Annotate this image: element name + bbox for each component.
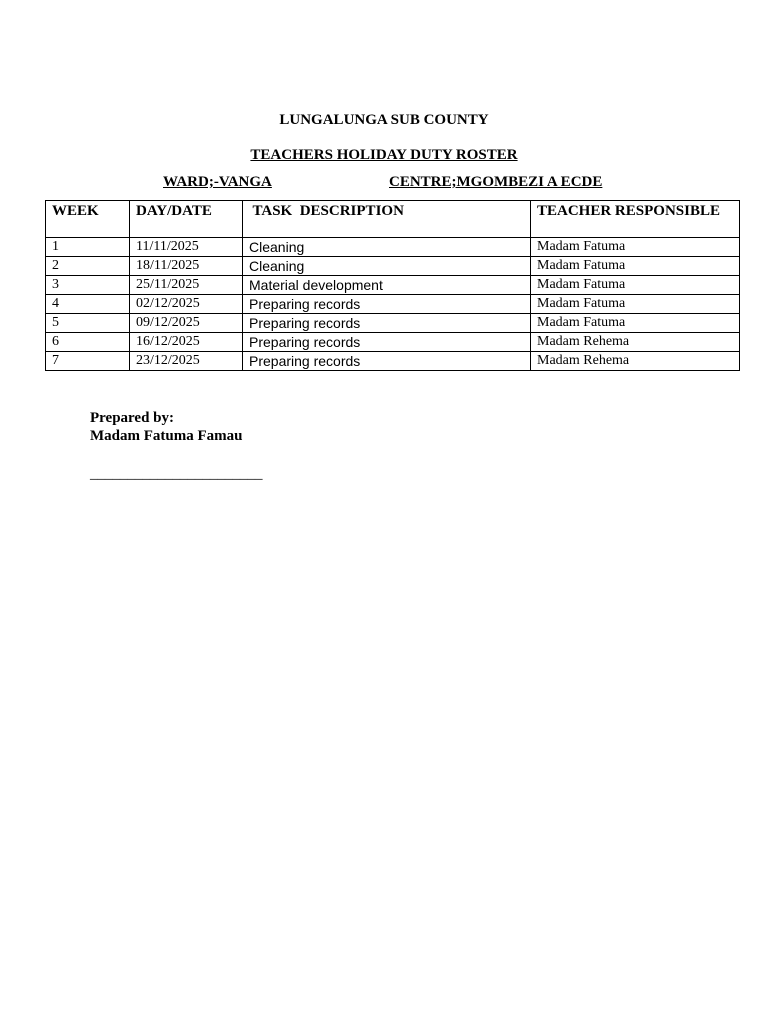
week-cell: 2 [46,257,130,276]
duty-roster-table [45,200,740,371]
week-cell: 7 [46,352,130,371]
centre-label: CENTRE;MGOMBEZI A ECDE [389,174,603,190]
column-header-task: TASK DESCRIPTION [243,201,531,238]
table-row [46,352,740,371]
task-cell: Cleaning [243,257,531,276]
roster-title: TEACHERS HOLIDAY DUTY ROSTER [250,147,518,163]
table-row [46,238,740,257]
table-row [46,276,740,295]
date-cell: 25/11/2025 [130,276,243,295]
date-cell: 16/12/2025 [130,333,243,352]
teacher-cell: Madam Rehema [531,333,740,352]
column-header-week: WEEK [46,201,130,238]
table-row [46,333,740,352]
date-cell: 18/11/2025 [130,257,243,276]
task-cell: Cleaning [243,238,531,257]
week-cell: 3 [46,276,130,295]
teacher-cell: Madam Fatuma [531,238,740,257]
task-cell: Preparing records [243,333,531,352]
date-cell: 23/12/2025 [130,352,243,371]
teacher-cell: Madam Fatuma [531,295,740,314]
prepared-by-label: Prepared by: [90,410,175,426]
task-cell: Preparing records [243,314,531,333]
teacher-cell: Madam Fatuma [531,276,740,295]
task-cell: Preparing records [243,352,531,371]
week-cell: 5 [46,314,130,333]
task-cell: Material development [243,276,531,295]
table-row [46,314,740,333]
ward-label: WARD;-VANGA [163,174,272,190]
teacher-cell: Madam Rehema [531,352,740,371]
table-row [46,257,740,276]
teacher-cell: Madam Fatuma [531,257,740,276]
date-cell: 09/12/2025 [130,314,243,333]
week-cell: 6 [46,333,130,352]
teacher-cell: Madam Fatuma [531,314,740,333]
date-cell: 02/12/2025 [130,295,243,314]
table-header-row [46,201,740,238]
task-cell: Preparing records [243,295,531,314]
county-heading: LUNGALUNGA SUB COUNTY [279,112,489,128]
prepared-by-name: Madam Fatuma Famau [90,428,243,444]
week-cell: 4 [46,295,130,314]
week-cell: 1 [46,238,130,257]
table-row [46,295,740,314]
signature-line: _______________________ [90,466,263,482]
column-header-teacher: TEACHER RESPONSIBLE [531,201,740,238]
date-cell: 11/11/2025 [130,238,243,257]
column-header-date: DAY/DATE [130,201,243,238]
